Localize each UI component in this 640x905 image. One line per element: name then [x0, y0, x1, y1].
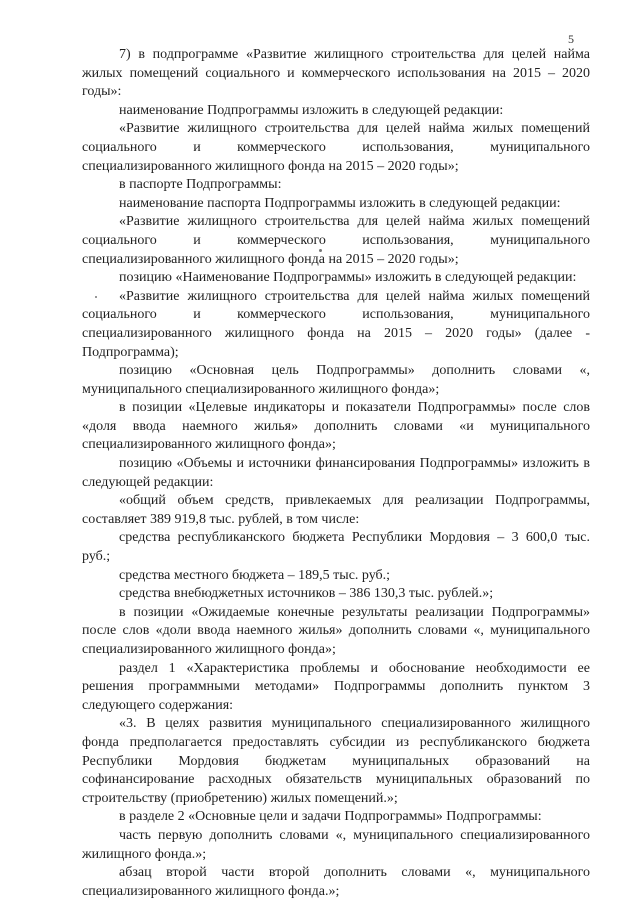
paragraph: наименование паспорта Подпрограммы изложить в следующей редакции:	[119, 195, 561, 211]
paragraph: «Развитие жилищного строительства для целей найма жилых помещений социального и коммерческого использования, муниципального специализированного жилищного фонда на 2015 – 2020 годы»;	[82, 214, 590, 267]
paragraph: абзац второй части второй дополнить словами «, муниципального специализированного жилищного фонда.»;	[82, 865, 590, 899]
paragraph: средства внебюджетных источников – 386 130,3 тыс. рублей.»;	[119, 586, 494, 602]
paragraph: в позиции «Целевые индикаторы и показатели Подпрограммы» после слов «доля ввода наемного жилья» дополнить словами «и муниципального специализированного жилищного фонда»;	[82, 400, 590, 453]
paragraph: «3. В целях развития муниципального специализированного жилищного фонда предполагается предоставлять субсидии из республиканского бюджета Республики Мордовия бюджетам муниципальных образований на софинансирование расходных обязательств муниципальных образований по строительству (приобретению) жилых помещений.»;	[82, 716, 590, 806]
paragraph: в паспорте Подпрограммы:	[119, 177, 282, 193]
paragraph: наименование Подпрограммы изложить в следующей редакции:	[119, 102, 504, 118]
scan-speck	[95, 296, 97, 298]
paragraph: в разделе 2 «Основные цели и задачи Подпрограммы» Подпрограммы:	[119, 809, 542, 825]
paragraph: позицию «Основная цель Подпрограммы» дополнить словами «, муниципального специализированного жилищного фонда»;	[82, 363, 590, 397]
paragraph: «Развитие жилищного строительства для целей найма жилых помещений социального и коммерческого использования, муниципального специализированного жилищного фонда на 2015 – 2020 годы» (далее - Подпрограмма);	[82, 288, 590, 360]
paragraph: позицию «Объемы и источники финансирования Подпрограммы» изложить в следующей редакции:	[82, 456, 590, 490]
paragraph: средства местного бюджета – 189,5 тыс. руб.;	[119, 567, 391, 583]
paragraph: средства республиканского бюджета Республики Мордовия – 3 600,0 тыс. руб.;	[82, 530, 590, 565]
paragraph: позицию «Наименование Подпрограммы» изложить в следующей редакции:	[119, 270, 577, 286]
paragraph: раздел 1 «Характеристика проблемы и обоснование необходимости ее решения программными методами» Подпрограммы дополнить пунктом 3 следующего содержания:	[82, 660, 590, 713]
paragraph: «общий объем средств, привлекаемых для реализации Подпрограммы, составляет 389 919,8 тыс. рублей, в том числе:	[82, 493, 590, 527]
paragraph: часть первую дополнить словами «, муниципального специализированного жилищного фонда.»;	[82, 827, 590, 862]
scan-speck	[319, 249, 322, 252]
paragraph: «Развитие жилищного строительства для целей найма жилых помещений социального и коммерческого использования, муниципального специализированного жилищного фонда на 2015 – 2020 годы»;	[82, 121, 590, 174]
paragraph: в позиции «Ожидаемые конечные результаты реализации Подпрограммы» после слов «доли ввода наемного жилья» дополнить словами «, муниципального специализированного жилищного фонда»;	[82, 604, 590, 657]
paragraph: 7) в подпрограмме «Развитие жилищного строительства для целей найма жилых помещений социального и коммерческого использования на 2015 – 2020 годы»:	[82, 47, 590, 100]
page-number: 5	[568, 32, 574, 46]
document-body	[82, 46, 590, 901]
